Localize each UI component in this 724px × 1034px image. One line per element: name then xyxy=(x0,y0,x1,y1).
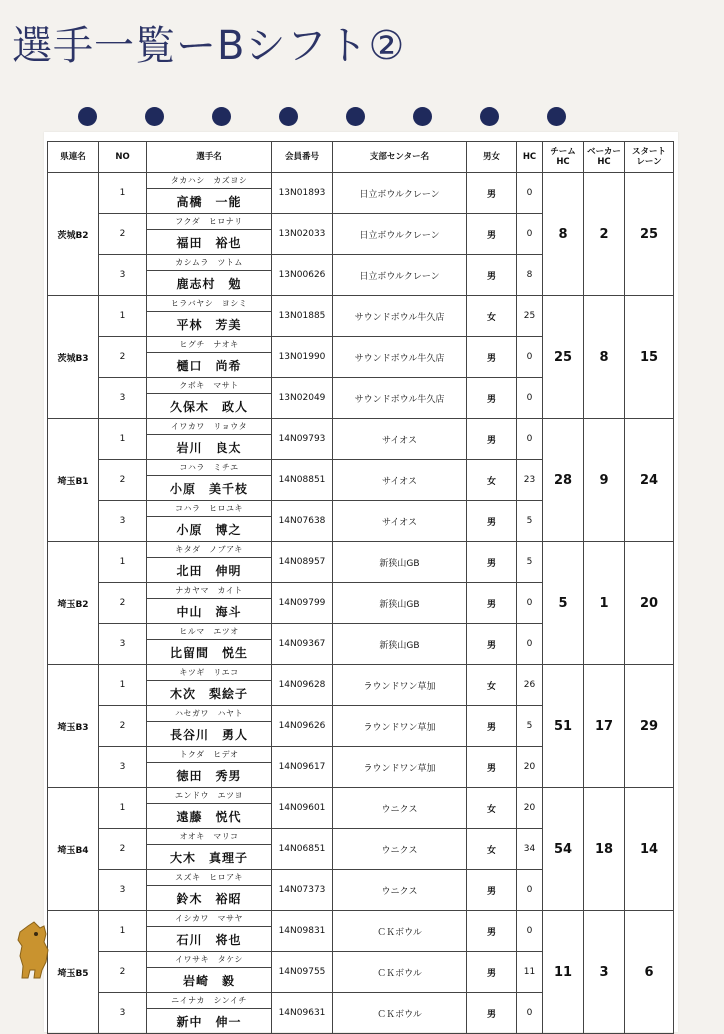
player-hc-cell: 11 xyxy=(517,952,543,993)
player-kana-cell: スズキ ヒロアキ xyxy=(147,870,272,886)
player-kana-cell: ニイナカ シンイチ xyxy=(147,993,272,1009)
baker-hc-cell: 9 xyxy=(584,419,625,542)
player-hc-cell: 0 xyxy=(517,911,543,952)
col-header-label: NO xyxy=(115,152,130,162)
table-row xyxy=(48,173,674,189)
col-header-label: 支部センター名 xyxy=(369,152,430,162)
player-kana-cell: フクダ ヒロナリ xyxy=(147,214,272,230)
table-row xyxy=(48,788,674,804)
binder-dot xyxy=(212,107,231,126)
page-title: 選手一覧ーBシフト② xyxy=(12,23,406,69)
player-name-cell: 長谷川 勇人 xyxy=(147,722,272,747)
player-hc-cell: 26 xyxy=(517,665,543,706)
center-name-cell: サイオス xyxy=(333,419,467,460)
team-hc-cell: 11 xyxy=(543,911,584,1034)
member-number-cell: 13N02033 xyxy=(272,214,333,255)
player-hc-cell: 0 xyxy=(517,993,543,1034)
baker-hc-cell: 2 xyxy=(584,173,625,296)
sex-cell: 男 xyxy=(467,952,517,993)
team-hc-cell: 25 xyxy=(543,296,584,419)
player-name-cell: 比留間 悦生 xyxy=(147,640,272,665)
start-lane-cell: 14 xyxy=(625,788,674,911)
col-header-label: チーム HC xyxy=(550,147,576,167)
player-no-cell: 1 xyxy=(99,419,147,460)
start-lane-cell: 24 xyxy=(625,419,674,542)
center-name-cell: ＣＫボウル xyxy=(333,993,467,1034)
player-name-cell: 新中 伸一 xyxy=(147,1009,272,1034)
member-number-cell: 14N09755 xyxy=(272,952,333,993)
member-number-cell: 14N07373 xyxy=(272,870,333,911)
mascot-figure-icon xyxy=(14,920,54,980)
center-name-cell: 新狭山GB xyxy=(333,583,467,624)
prefecture-cell: 埼玉B5 xyxy=(48,911,99,1034)
player-name-cell: 石川 将也 xyxy=(147,927,272,952)
baker-hc-cell: 17 xyxy=(584,665,625,788)
player-name-cell: 福田 裕也 xyxy=(147,230,272,255)
sex-cell: 男 xyxy=(467,337,517,378)
col-header-label: 県連名 xyxy=(60,152,86,162)
player-no-cell: 2 xyxy=(99,214,147,255)
player-name-cell: 中山 海斗 xyxy=(147,599,272,624)
center-name-cell: ウニクス xyxy=(333,829,467,870)
sex-cell: 男 xyxy=(467,747,517,788)
player-hc-cell: 0 xyxy=(517,624,543,665)
center-name-cell: ウニクス xyxy=(333,788,467,829)
col-header-label: ベーカー HC xyxy=(587,147,621,167)
player-kana-cell: カシムラ ツトム xyxy=(147,255,272,271)
binder-dots xyxy=(0,107,724,127)
player-name-cell: 岩川 良太 xyxy=(147,435,272,460)
player-name-cell: 岩崎 毅 xyxy=(147,968,272,993)
member-number-cell: 14N08957 xyxy=(272,542,333,583)
player-name-cell: 徳田 秀男 xyxy=(147,763,272,788)
player-kana-cell: ヒルマ エツオ xyxy=(147,624,272,640)
member-number-cell: 14N09631 xyxy=(272,993,333,1034)
prefecture-cell: 茨城B3 xyxy=(48,296,99,419)
sex-cell: 男 xyxy=(467,583,517,624)
player-no-cell: 3 xyxy=(99,993,147,1034)
player-no-cell: 1 xyxy=(99,296,147,337)
col-header xyxy=(99,142,147,173)
center-name-cell: サウンドボウル牛久店 xyxy=(333,337,467,378)
member-number-cell: 14N09831 xyxy=(272,911,333,952)
prefecture-cell: 埼玉B2 xyxy=(48,542,99,665)
col-header xyxy=(272,142,333,173)
sex-cell: 女 xyxy=(467,829,517,870)
player-name-cell: 久保木 政人 xyxy=(147,394,272,419)
player-kana-cell: ヒラバヤシ ヨシミ xyxy=(147,296,272,312)
player-kana-cell: キツギ リエコ xyxy=(147,665,272,681)
col-header xyxy=(517,142,543,173)
center-name-cell: ラウンドワン草加 xyxy=(333,747,467,788)
player-name-cell: 高橋 一能 xyxy=(147,189,272,214)
prefecture-cell: 埼玉B1 xyxy=(48,419,99,542)
col-header xyxy=(584,142,625,173)
player-hc-cell: 20 xyxy=(517,747,543,788)
col-header-label: スタート レーン xyxy=(631,147,666,167)
col-header xyxy=(467,142,517,173)
player-hc-cell: 23 xyxy=(517,460,543,501)
center-name-cell: サウンドボウル牛久店 xyxy=(333,378,467,419)
member-number-cell: 14N09793 xyxy=(272,419,333,460)
player-kana-cell: キタダ ノブアキ xyxy=(147,542,272,558)
player-hc-cell: 0 xyxy=(517,378,543,419)
sex-cell: 男 xyxy=(467,419,517,460)
player-no-cell: 3 xyxy=(99,624,147,665)
member-number-cell: 14N09601 xyxy=(272,788,333,829)
binder-dot xyxy=(480,107,499,126)
sex-cell: 男 xyxy=(467,501,517,542)
player-no-cell: 2 xyxy=(99,829,147,870)
table-body xyxy=(48,173,674,1034)
player-no-cell: 2 xyxy=(99,952,147,993)
player-hc-cell: 5 xyxy=(517,542,543,583)
player-kana-cell: ナカヤマ カイト xyxy=(147,583,272,599)
col-header xyxy=(543,142,584,173)
binder-dot xyxy=(547,107,566,126)
player-no-cell: 2 xyxy=(99,460,147,501)
start-lane-cell: 6 xyxy=(625,911,674,1034)
player-no-cell: 2 xyxy=(99,706,147,747)
binder-dot xyxy=(346,107,365,126)
member-number-cell: 14N07638 xyxy=(272,501,333,542)
player-name-cell: 鹿志村 勉 xyxy=(147,271,272,296)
start-lane-cell: 29 xyxy=(625,665,674,788)
team-hc-cell: 51 xyxy=(543,665,584,788)
player-no-cell: 1 xyxy=(99,788,147,829)
col-header xyxy=(333,142,467,173)
binder-dot xyxy=(78,107,97,126)
player-hc-cell: 34 xyxy=(517,829,543,870)
center-name-cell: 日立ボウルクレーン xyxy=(333,214,467,255)
sex-cell: 男 xyxy=(467,624,517,665)
sex-cell: 男 xyxy=(467,706,517,747)
player-no-cell: 3 xyxy=(99,501,147,542)
player-kana-cell: トクダ ヒデオ xyxy=(147,747,272,763)
sex-cell: 男 xyxy=(467,255,517,296)
binder-dot xyxy=(413,107,432,126)
sex-cell: 男 xyxy=(467,173,517,214)
center-name-cell: 日立ボウルクレーン xyxy=(333,255,467,296)
player-hc-cell: 0 xyxy=(517,583,543,624)
sex-cell: 男 xyxy=(467,214,517,255)
sex-cell: 女 xyxy=(467,460,517,501)
player-kana-cell: クボキ マサト xyxy=(147,378,272,394)
player-kana-cell: イワカワ リョウタ xyxy=(147,419,272,435)
player-kana-cell: ハセガワ ハヤト xyxy=(147,706,272,722)
center-name-cell: ＣＫボウル xyxy=(333,911,467,952)
baker-hc-cell: 1 xyxy=(584,542,625,665)
center-name-cell: ウニクス xyxy=(333,870,467,911)
player-name-cell: 遠藤 悦代 xyxy=(147,804,272,829)
member-number-cell: 14N09628 xyxy=(272,665,333,706)
sex-cell: 女 xyxy=(467,296,517,337)
player-kana-cell: コハラ ヒロユキ xyxy=(147,501,272,517)
sex-cell: 男 xyxy=(467,911,517,952)
col-header-label: HC xyxy=(522,152,537,162)
center-name-cell: サイオス xyxy=(333,460,467,501)
sex-cell: 男 xyxy=(467,993,517,1034)
prefecture-cell: 埼玉B3 xyxy=(48,665,99,788)
player-no-cell: 3 xyxy=(99,870,147,911)
player-name-cell: 鈴木 裕昭 xyxy=(147,886,272,911)
player-kana-cell: イワサキ タケシ xyxy=(147,952,272,968)
player-kana-cell: ヒグチ ナオキ xyxy=(147,337,272,353)
player-name-cell: 樋口 尚希 xyxy=(147,353,272,378)
player-hc-cell: 0 xyxy=(517,173,543,214)
team-hc-cell: 8 xyxy=(543,173,584,296)
player-hc-cell: 20 xyxy=(517,788,543,829)
col-header-label: 選手名 xyxy=(196,152,222,162)
table-row xyxy=(48,296,674,312)
baker-hc-cell: 18 xyxy=(584,788,625,911)
table-row xyxy=(48,911,674,927)
prefecture-cell: 茨城B2 xyxy=(48,173,99,296)
player-hc-cell: 0 xyxy=(517,214,543,255)
player-no-cell: 1 xyxy=(99,173,147,214)
center-name-cell: サウンドボウル牛久店 xyxy=(333,296,467,337)
col-header xyxy=(625,142,674,173)
player-no-cell: 1 xyxy=(99,665,147,706)
table-row xyxy=(48,542,674,558)
center-name-cell: サイオス xyxy=(333,501,467,542)
member-number-cell: 13N01990 xyxy=(272,337,333,378)
member-number-cell: 14N09617 xyxy=(272,747,333,788)
player-hc-cell: 0 xyxy=(517,870,543,911)
center-name-cell: ＣＫボウル xyxy=(333,952,467,993)
member-number-cell: 14N09626 xyxy=(272,706,333,747)
player-kana-cell: コハラ ミチエ xyxy=(147,460,272,476)
player-name-cell: 木次 梨絵子 xyxy=(147,681,272,706)
member-number-cell: 14N09799 xyxy=(272,583,333,624)
player-name-cell: 北田 伸明 xyxy=(147,558,272,583)
player-no-cell: 2 xyxy=(99,337,147,378)
player-no-cell: 3 xyxy=(99,255,147,296)
team-hc-cell: 28 xyxy=(543,419,584,542)
center-name-cell: ラウンドワン草加 xyxy=(333,665,467,706)
member-number-cell: 14N06851 xyxy=(272,829,333,870)
player-hc-cell: 25 xyxy=(517,296,543,337)
member-number-cell: 14N09367 xyxy=(272,624,333,665)
player-name-cell: 大木 真理子 xyxy=(147,845,272,870)
player-name-cell: 平林 芳美 xyxy=(147,312,272,337)
member-number-cell: 13N00626 xyxy=(272,255,333,296)
player-no-cell: 3 xyxy=(99,747,147,788)
member-number-cell: 13N01893 xyxy=(272,173,333,214)
player-hc-cell: 0 xyxy=(517,337,543,378)
player-hc-cell: 8 xyxy=(517,255,543,296)
player-hc-cell: 5 xyxy=(517,501,543,542)
col-header xyxy=(48,142,99,173)
binder-dot xyxy=(279,107,298,126)
prefecture-cell: 埼玉B4 xyxy=(48,788,99,911)
roster-table xyxy=(47,141,674,1034)
start-lane-cell: 15 xyxy=(625,296,674,419)
member-number-cell: 14N08851 xyxy=(272,460,333,501)
player-no-cell: 3 xyxy=(99,378,147,419)
member-number-cell: 13N02049 xyxy=(272,378,333,419)
center-name-cell: 日立ボウルクレーン xyxy=(333,173,467,214)
baker-hc-cell: 8 xyxy=(584,296,625,419)
col-header-label: 男女 xyxy=(482,152,500,162)
center-name-cell: 新狭山GB xyxy=(333,624,467,665)
sex-cell: 男 xyxy=(467,542,517,583)
sex-cell: 男 xyxy=(467,378,517,419)
player-hc-cell: 0 xyxy=(517,419,543,460)
sex-cell: 女 xyxy=(467,665,517,706)
player-kana-cell: タカハシ カズヨシ xyxy=(147,173,272,189)
team-hc-cell: 5 xyxy=(543,542,584,665)
player-kana-cell: エンドウ エツヨ xyxy=(147,788,272,804)
player-no-cell: 2 xyxy=(99,583,147,624)
player-name-cell: 小原 美千枝 xyxy=(147,476,272,501)
team-hc-cell: 54 xyxy=(543,788,584,911)
player-no-cell: 1 xyxy=(99,911,147,952)
center-name-cell: 新狭山GB xyxy=(333,542,467,583)
member-number-cell: 13N01885 xyxy=(272,296,333,337)
center-name-cell: ラウンドワン草加 xyxy=(333,706,467,747)
sex-cell: 女 xyxy=(467,788,517,829)
table-row xyxy=(48,419,674,435)
table-row xyxy=(48,665,674,681)
baker-hc-cell: 3 xyxy=(584,911,625,1034)
player-no-cell: 1 xyxy=(99,542,147,583)
player-kana-cell: オオキ マリコ xyxy=(147,829,272,845)
start-lane-cell: 20 xyxy=(625,542,674,665)
player-hc-cell: 5 xyxy=(517,706,543,747)
col-header-label: 会員番号 xyxy=(284,152,319,162)
table-header xyxy=(48,142,674,173)
sex-cell: 男 xyxy=(467,870,517,911)
col-header xyxy=(147,142,272,173)
start-lane-cell: 25 xyxy=(625,173,674,296)
binder-dot xyxy=(145,107,164,126)
player-kana-cell: イシカワ マサヤ xyxy=(147,911,272,927)
player-name-cell: 小原 博之 xyxy=(147,517,272,542)
